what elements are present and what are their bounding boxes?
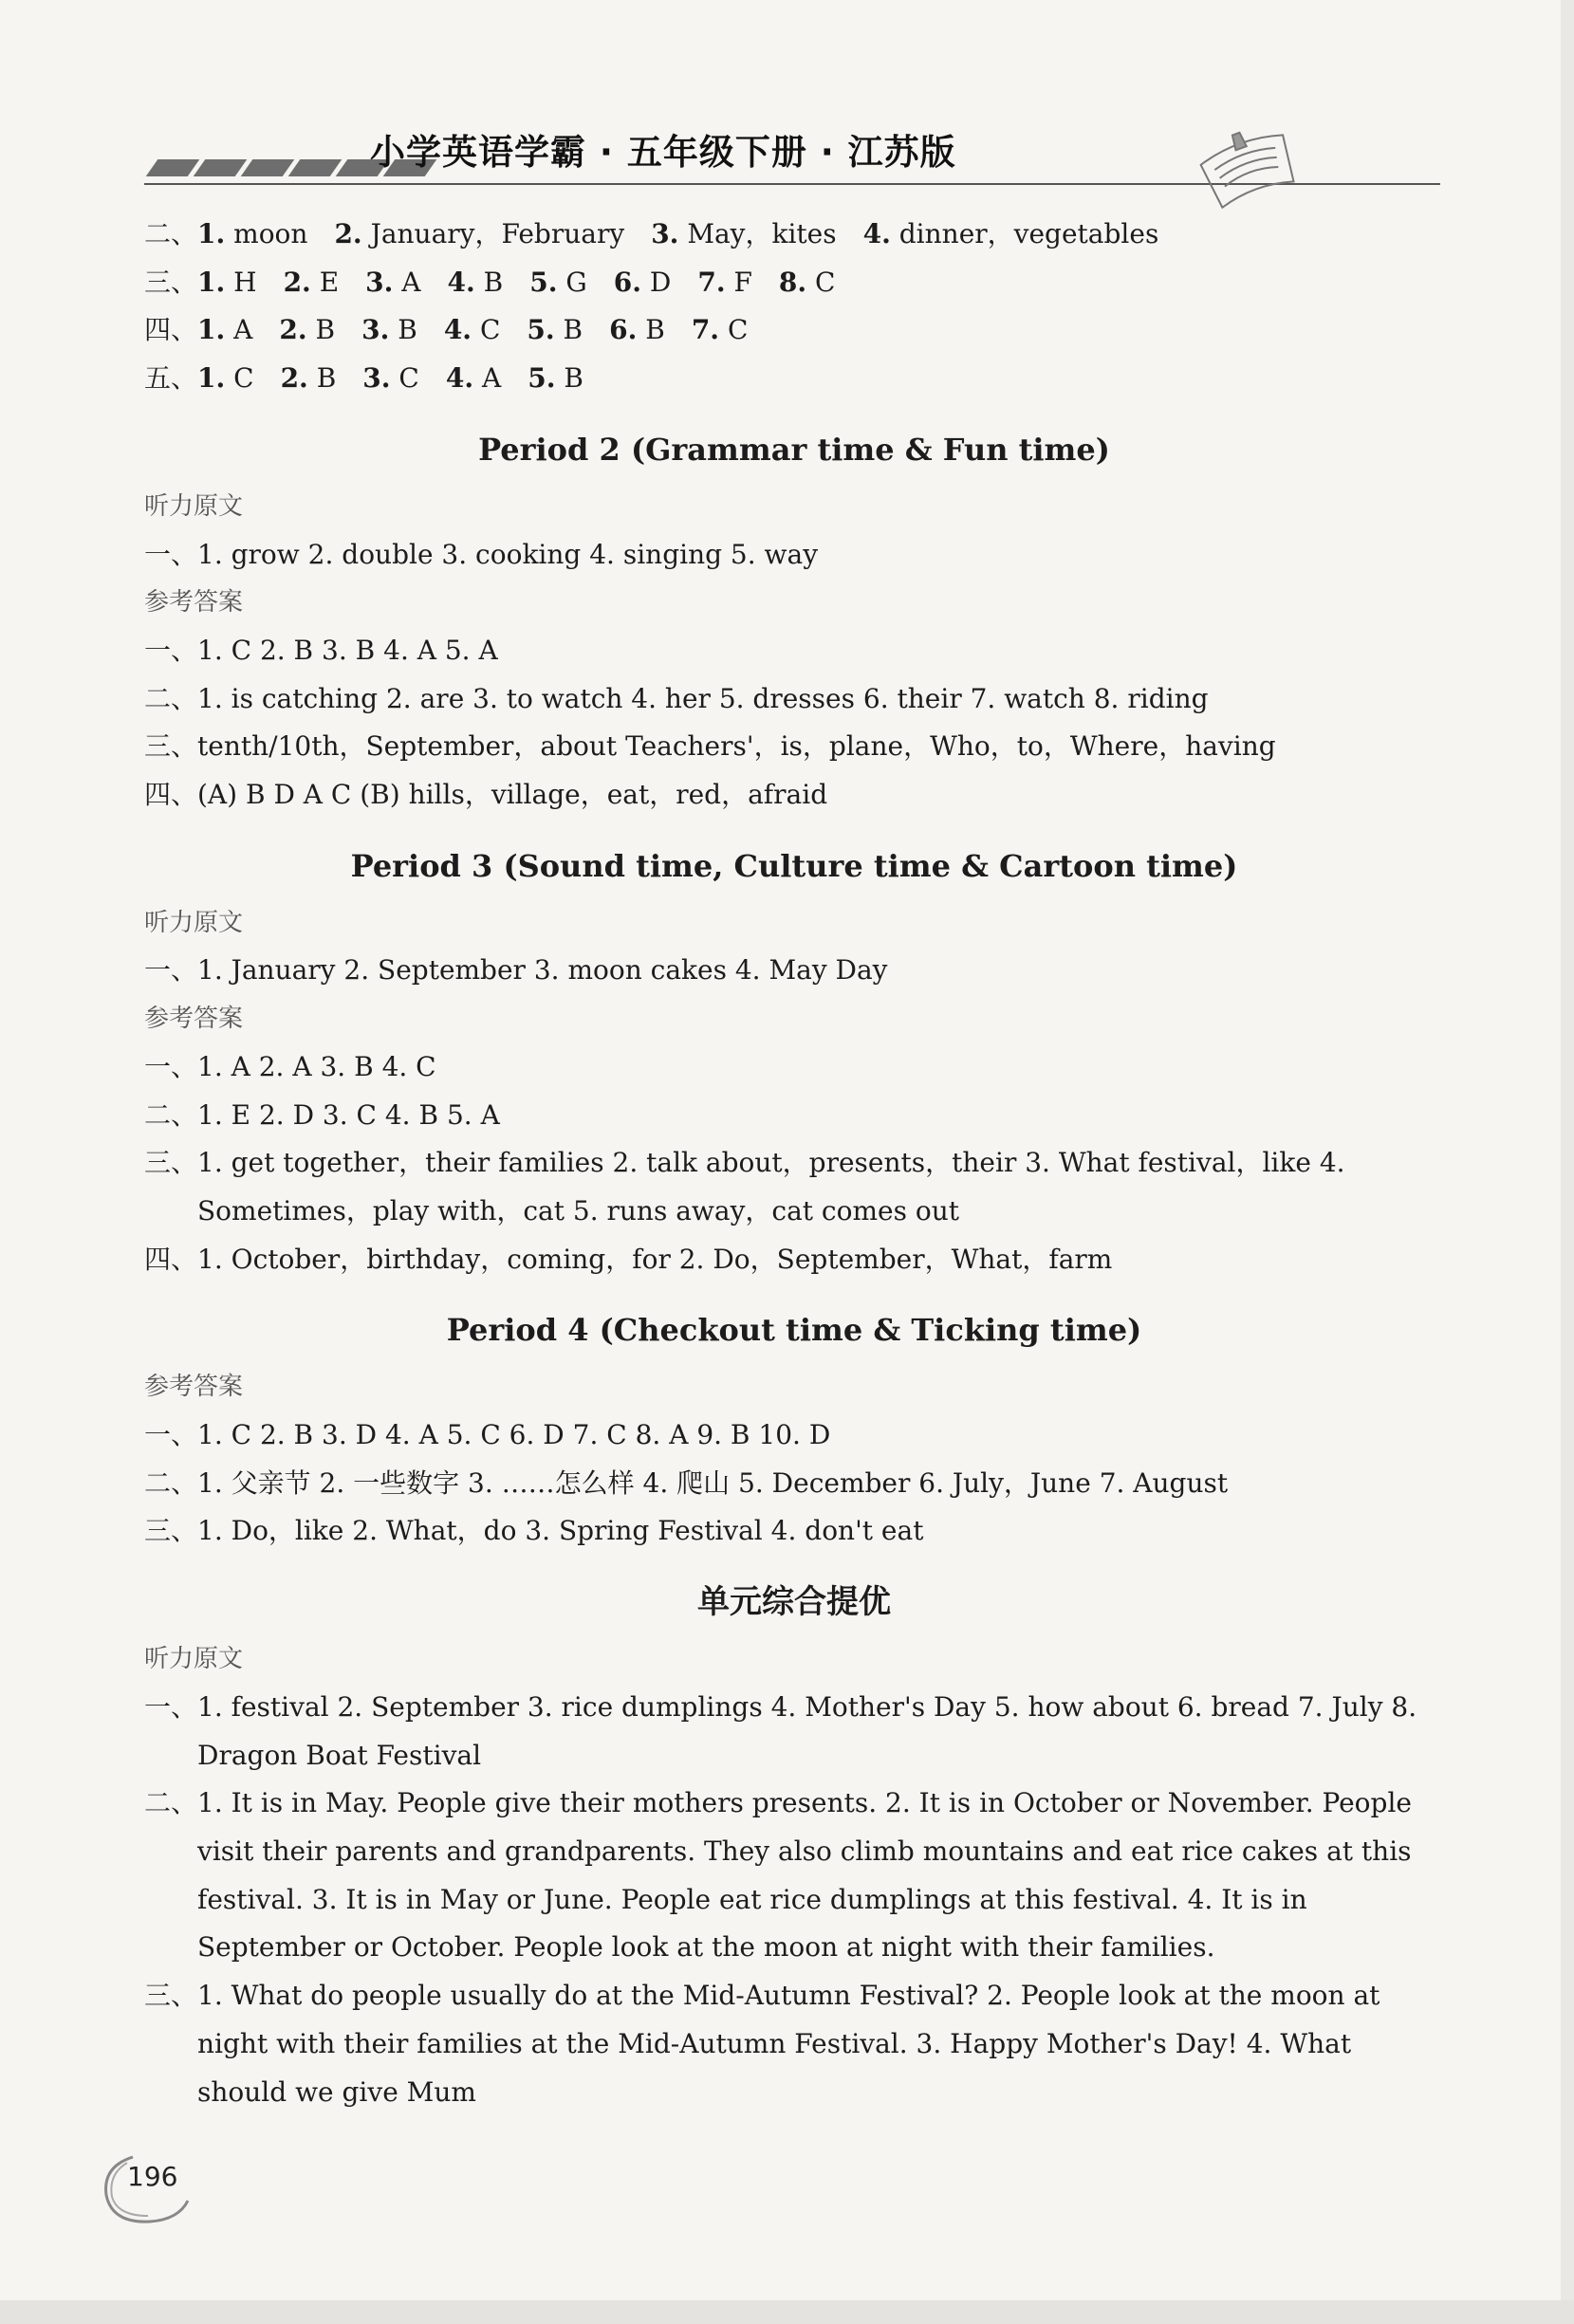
answer-line: 五、1. C 2. B 3. C 4. A 5. B	[144, 362, 583, 395]
answer-line: 一、1. C 2. B 3. D 4. A 5. C 6. D 7. C 8. A 9. B 10. D	[144, 1419, 831, 1451]
page-number: 196	[127, 2161, 178, 2192]
book-title: 小学英语学霸 · 五年级下册 · 江苏版	[370, 132, 956, 173]
label-reference-answers: 参考答案	[144, 588, 244, 618]
answer-line: 四、1. A 2. B 3. B 4. C 5. B 6. B 7. C	[144, 314, 749, 346]
page-number-badge	[95, 2146, 199, 2231]
answer-line: 四、(A) B D A C (B) hills，village，eat，red，afraid	[144, 779, 828, 811]
label-listening-script: 听力原文	[144, 491, 244, 521]
label-listening-script: 听力原文	[144, 908, 244, 937]
page-bottom-edge	[0, 2300, 1574, 2324]
answer-line: 一、1. C 2. B 3. B 4. A 5. A	[144, 634, 498, 666]
section-title-period-4: Period 4 (Checkout time & Ticking time)	[446, 1312, 1142, 1349]
label-reference-answers: 参考答案	[144, 1005, 244, 1034]
label-reference-answers: 参考答案	[144, 1373, 244, 1402]
answer-line: 一、1. grow 2. double 3. cooking 4. singing 5. way	[144, 538, 819, 570]
answer-line: 二、1. is catching 2. are 3. to watch 4. her 5. dresses 6. their 7. watch 8. riding	[144, 682, 1209, 714]
answer-line: 四、1. October，birthday，coming，for 2. Do，September，What，farm	[144, 1243, 1113, 1275]
section-title-period-3: Period 3 (Sound time, Culture time & Cartoon time)	[350, 847, 1238, 884]
book-stamp-icon	[1191, 109, 1305, 223]
answer-paragraph: 三、1. get together，their families 2. talk about，presents，their 3. What festival，like 4. Sometimes，play with，cat 5. runs away，cat comes out	[144, 1147, 1345, 1227]
answer-paragraph: 一、1. festival 2. September 3. rice dumplings 4. Mother's Day 5. how about 6. bread 7. July 8. Dragon Boat Festival	[144, 1690, 1417, 1771]
section-title-period-2: Period 2 (Grammar time & Fun time)	[478, 431, 1110, 468]
answer-line: 二、1. E 2. D 3. C 4. B 5. A	[144, 1098, 500, 1131]
answer-line: 一、1. A 2. A 3. B 4. C	[144, 1050, 436, 1082]
answer-line: 三、tenth/10th，September，about Teachers'，is，plane，Who，to，Where，having	[144, 730, 1276, 763]
answer-line: 二、1. 父亲节 2. 一些数字 3. ……怎么样 4. 爬山 5. December 6. July，June 7. August	[144, 1466, 1229, 1499]
answer-line: 一、1. January 2. September 3. moon cakes 4. May Day	[144, 954, 888, 987]
answer-paragraph: 三、1. What do people usually do at the Mid-Autumn Festival? 2. People look at the moon at night with their families at the Mid-Autumn Festival. 3. Happy Mother's Day! 4. What should we give Mum	[144, 1980, 1380, 2108]
answer-line: 三、1. Do，like 2. What，do 3. Spring Festival 4. don't eat	[144, 1515, 924, 1547]
answer-line: 二、1. moon 2. January，February 3. May，kites 4. dinner，vegetables	[144, 218, 1159, 249]
page-edge-shadow	[1561, 0, 1574, 2324]
answer-line: 三、1. H 2. E 3. A 4. B 5. G 6. D 7. F 8. C	[144, 266, 836, 298]
section-title-unit-review: 单元综合提优	[697, 1583, 891, 1622]
page-header	[0, 0, 1574, 218]
label-listening-script: 听力原文	[144, 1645, 244, 1674]
answer-content	[144, 211, 1444, 2116]
answer-paragraph: 二、1. It is in May. People give their mothers presents. 2. It is in October or November. People visit their parents and grandparents. They also climb mountains and eat rice cakes at this festival. 3. It is in May or June. People eat rice dumplings at this festival. 4. It is in September or October. People look at the moon at night with their families.	[144, 1787, 1412, 1964]
